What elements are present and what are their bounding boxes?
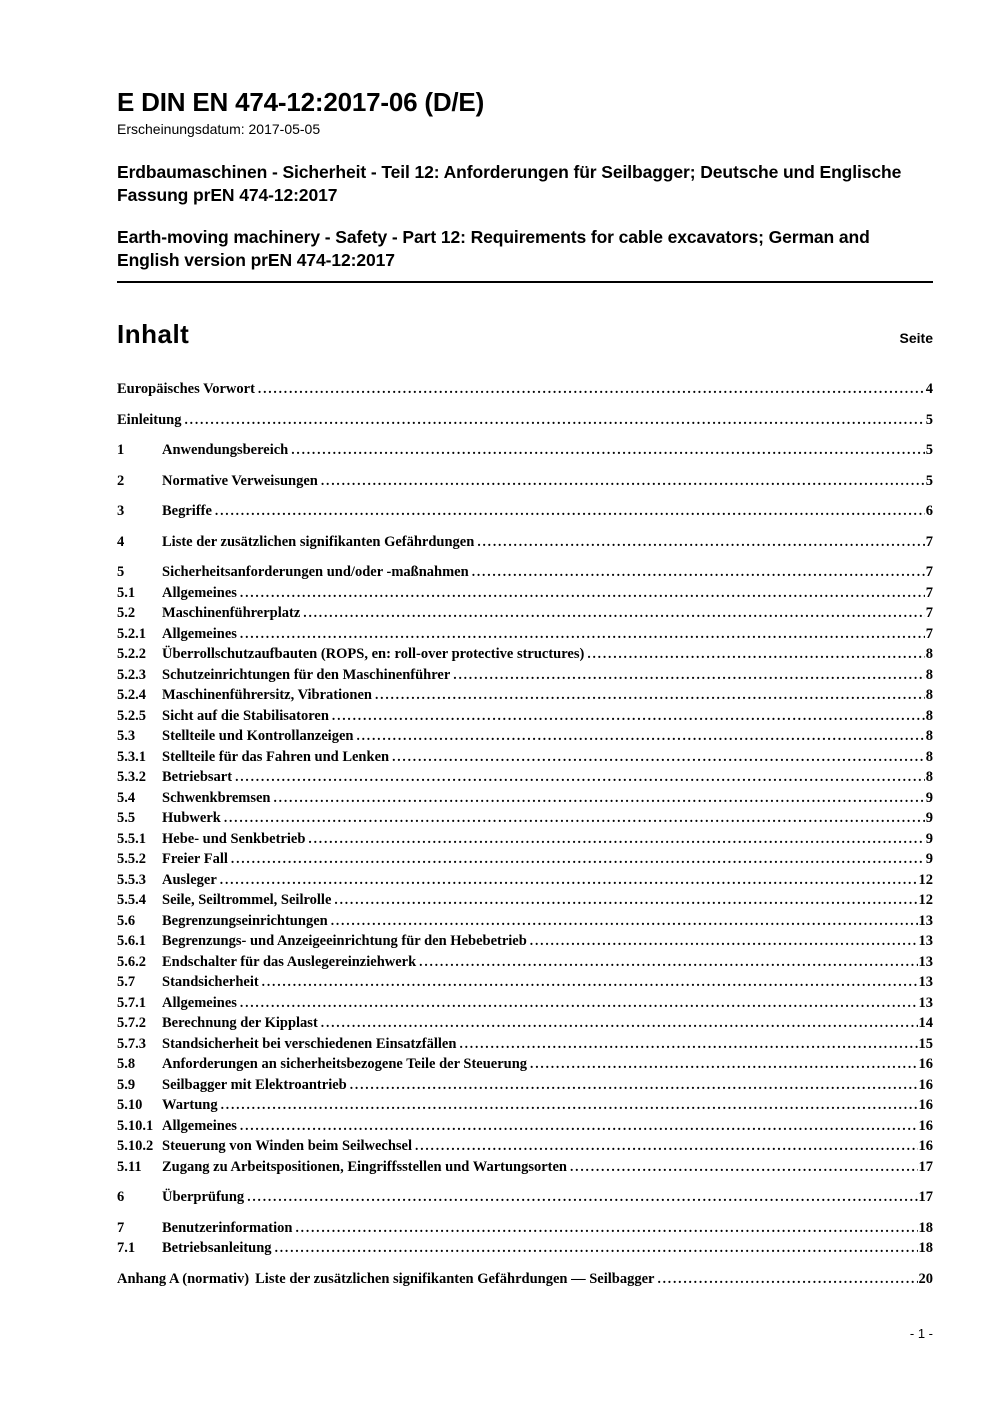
- toc-entry-page: 5: [925, 411, 933, 428]
- toc-leader-dots: [350, 1077, 918, 1094]
- toc-leader-dots: [459, 1036, 917, 1053]
- toc-entry: [117, 1118, 933, 1139]
- toc-leader-dots: [247, 1189, 917, 1206]
- toc-entry: [117, 1036, 933, 1057]
- toc-entry: [117, 810, 933, 831]
- toc-entry-number: 1: [117, 442, 125, 459]
- toc-entry-label: Ausleger: [162, 871, 217, 888]
- toc-entry-label: Berechnung der Kipplast: [162, 1015, 318, 1032]
- toc-entry-number: 5.6.1: [117, 933, 146, 950]
- toc-entry-label: Hebe- und Senkbetrieb: [162, 830, 306, 847]
- toc-entry-page: 9: [925, 789, 933, 806]
- toc-entry-page: 8: [925, 687, 933, 704]
- toc-entry-page: 8: [925, 707, 933, 724]
- toc-entry-page: 5: [925, 442, 933, 459]
- toc-entry: [117, 1240, 933, 1261]
- toc-entry-number: 5.5: [117, 810, 136, 827]
- toc-entry-number: 5.4: [117, 789, 136, 806]
- toc-leader-dots: [334, 892, 917, 909]
- toc-entry-page: 7: [925, 564, 933, 581]
- toc-list: [117, 381, 933, 1291]
- toc-entry-label: Schwenkbremsen: [162, 789, 271, 806]
- toc-leader-dots: [308, 831, 924, 848]
- toc-entry-label: Normative Verweisungen: [162, 472, 318, 489]
- toc-entry: [117, 1097, 933, 1118]
- toc-entry-number: Anhang A (normativ): [117, 1270, 250, 1287]
- toc-leader-dots: [587, 646, 924, 663]
- toc-entry: [117, 790, 933, 811]
- toc-leader-dots: [220, 872, 918, 889]
- toc-leader-dots: [453, 667, 924, 684]
- toc-entry-page: 17: [918, 1158, 933, 1175]
- toc-entry-number: 3: [117, 503, 125, 520]
- document-title-english: Earth-moving machinery - Safety - Part 12: Requirements for cable excavators; German and English version prEN 474-12:2017: [117, 227, 870, 271]
- toc-entry-number: 5.9: [117, 1076, 136, 1093]
- toc-leader-dots: [235, 769, 925, 786]
- toc-entry-number: 4: [117, 533, 125, 550]
- page-column-label: Seite: [899, 330, 933, 347]
- toc-leader-dots: [291, 442, 925, 459]
- toc-entry: [117, 872, 933, 893]
- toc-entry: [117, 995, 933, 1016]
- toc-entry-label: Maschinenführersitz, Vibrationen: [162, 687, 372, 704]
- toc-leader-dots: [184, 412, 924, 429]
- toc-entry-page: 4: [925, 381, 933, 398]
- toc-entry: [117, 473, 933, 494]
- toc-entry-page: 13: [918, 912, 933, 929]
- toc-entry: [117, 851, 933, 872]
- toc-entry-number: 5.1: [117, 584, 136, 601]
- toc-leader-dots: [657, 1271, 917, 1288]
- toc-entry-label: Benutzerinformation: [162, 1219, 293, 1236]
- toc-leader-dots: [332, 708, 925, 725]
- toc-entry-label: Begriffe: [162, 503, 212, 520]
- toc-entry: [117, 646, 933, 667]
- toc-entry-number: 7.1: [117, 1240, 136, 1257]
- toc-entry-page: 16: [918, 1056, 933, 1073]
- publication-date: Erscheinungsdatum: 2017-05-05: [117, 120, 321, 137]
- toc-entry: [117, 954, 933, 975]
- toc-entry-page: 6: [925, 503, 933, 520]
- toc-entry-label: Freier Fall: [162, 851, 228, 868]
- toc-entry-page: 16: [918, 1097, 933, 1114]
- toc-entry-label: Europäisches Vorwort: [117, 381, 255, 398]
- toc-entry-label: Sicherheitsanforderungen und/oder -maßnahmen: [162, 564, 469, 581]
- toc-entry-page: 17: [918, 1189, 933, 1206]
- toc-entry-number: 5.10: [117, 1097, 143, 1114]
- toc-entry-label: Anforderungen an sicherheitsbezogene Teile der Steuerung: [162, 1056, 528, 1073]
- toc-entry-label: Liste der zusätzlichen signifikanten Gefährdungen: [162, 533, 475, 550]
- toc-entry-page: 8: [925, 728, 933, 745]
- toc-entry: [117, 605, 933, 626]
- toc-entry: [117, 1077, 933, 1098]
- toc-leader-dots: [321, 1015, 918, 1032]
- toc-entry-page: 18: [918, 1219, 933, 1236]
- toc-entry-page: 16: [918, 1076, 933, 1093]
- toc-leader-dots: [303, 605, 924, 622]
- toc-header: [117, 319, 933, 350]
- toc-entry: [117, 667, 933, 688]
- toc-entry-page: 7: [925, 625, 933, 642]
- toc-leader-dots: [375, 687, 925, 704]
- toc-entry-page: 13: [918, 933, 933, 950]
- toc-entry-number: 5.2.3: [117, 666, 146, 683]
- toc-entry-page: 8: [925, 769, 933, 786]
- toc-entry-number: 5.3.2: [117, 769, 146, 786]
- toc-entry-label: Standsicherheit bei verschiedenen Einsatzfällen: [162, 1035, 457, 1052]
- toc-entry-page: 18: [918, 1240, 933, 1257]
- toc-entry-page: 16: [918, 1138, 933, 1155]
- header-divider: [117, 281, 933, 283]
- toc-entry-number: 5.8: [117, 1056, 136, 1073]
- toc-entry: [117, 933, 933, 954]
- toc-entry-number: 6: [117, 1189, 125, 1206]
- toc-leader-dots: [530, 933, 918, 950]
- toc-entry-label: Steuerung von Winden beim Seilwechsel: [162, 1138, 413, 1155]
- toc-leader-dots: [392, 749, 925, 766]
- toc-leader-dots: [231, 851, 925, 868]
- toc-leader-dots: [415, 1138, 917, 1155]
- toc-entry-number: 5.5.3: [117, 871, 146, 888]
- toc-entry-page: 13: [918, 953, 933, 970]
- toc-entry: [117, 1056, 933, 1077]
- toc-entry-label: Betriebsart: [162, 769, 233, 786]
- toc-leader-dots: [321, 473, 925, 490]
- toc-entry-label: Schutzeinrichtungen für den Maschinenführer: [162, 666, 451, 683]
- toc-entry-number: 5.10.2: [117, 1138, 154, 1155]
- toc-entry: [117, 626, 933, 647]
- toc-entry: [117, 1159, 933, 1180]
- toc-entry: [117, 564, 933, 585]
- toc-leader-dots: [275, 1240, 918, 1257]
- toc-entry-label: Stellteile für das Fahren und Lenken: [162, 748, 390, 765]
- toc-leader-dots: [356, 728, 924, 745]
- toc-entry-page: 7: [925, 584, 933, 601]
- toc-leader-dots: [240, 585, 925, 602]
- toc-entry-page: 13: [918, 974, 933, 991]
- toc-entry: [117, 769, 933, 790]
- toc-leader-dots: [262, 974, 918, 991]
- toc-entry-number: 5.2.2: [117, 646, 146, 663]
- toc-leader-dots: [221, 1097, 918, 1114]
- toc-entry-label: Allgemeines: [162, 994, 237, 1011]
- toc-entry-number: 5.7.3: [117, 1035, 146, 1052]
- toc-entry-number: 5: [117, 564, 125, 581]
- toc-entry-number: 5.2.4: [117, 687, 146, 704]
- toc-entry-number: 5.7.2: [117, 1015, 146, 1032]
- toc-entry-label: Begrenzungseinrichtungen: [162, 912, 328, 929]
- toc-leader-dots: [224, 810, 925, 827]
- toc-entry-number: 5.11: [117, 1158, 142, 1175]
- toc-entry-label: Liste der zusätzlichen signifikanten Gefährdungen — Seilbagger: [255, 1270, 655, 1287]
- toc-entry-label: Endschalter für das Auslegereinziehwerk: [162, 953, 417, 970]
- toc-entry-number: 5.5.1: [117, 830, 146, 847]
- toc-leader-dots: [331, 913, 918, 930]
- toc-entry-page: 12: [918, 892, 933, 909]
- toc-entry-label: Allgemeines: [162, 1117, 237, 1134]
- toc-leader-dots: [240, 995, 918, 1012]
- toc-entry: [117, 749, 933, 770]
- toc-entry-page: 14: [918, 1015, 933, 1032]
- toc-leader-dots: [240, 1118, 918, 1135]
- toc-leader-dots: [477, 534, 924, 551]
- document-title-german: Erdbaumaschinen - Sicherheit - Teil 12: Anforderungen für Seilbagger; Deutsche und Englische Fassung prEN 474-12:2017: [117, 162, 902, 206]
- toc-entry-page: 7: [925, 605, 933, 622]
- toc-entry-number: 5.10.1: [117, 1117, 154, 1134]
- toc-entry-page: 20: [918, 1270, 933, 1287]
- toc-leader-dots: [215, 503, 925, 520]
- toc-entry-page: 13: [918, 994, 933, 1011]
- toc-entry-number: 5.5.2: [117, 851, 146, 868]
- toc-entry-label: Überprüfung: [162, 1189, 245, 1206]
- toc-entry-label: Wartung: [162, 1097, 218, 1114]
- toc-entry: [117, 1220, 933, 1241]
- toc-entry-page: 15: [918, 1035, 933, 1052]
- toc-entry-label: Allgemeines: [162, 625, 237, 642]
- toc-entry-number: 5.6.2: [117, 953, 146, 970]
- toc-entry-page: 12: [918, 871, 933, 888]
- toc-entry-page: 8: [925, 666, 933, 683]
- toc-entry-label: Einleitung: [117, 411, 182, 428]
- toc-entry-label: Überrollschutzaufbauten (ROPS, en: roll-over protective structures): [162, 646, 585, 663]
- toc-entry-number: 5.2.1: [117, 625, 146, 642]
- toc-leader-dots: [419, 954, 917, 971]
- toc-leader-dots: [258, 381, 925, 398]
- toc-entry-label: Begrenzungs- und Anzeigeeinrichtung für den Hebebetrieb: [162, 933, 527, 950]
- toc-entry: [117, 412, 933, 433]
- toc-entry-label: Seile, Seiltrommel, Seilrolle: [162, 892, 332, 909]
- toc-entry-label: Anwendungsbereich: [162, 442, 289, 459]
- toc-entry: [117, 974, 933, 995]
- toc-entry-number: 5.5.4: [117, 892, 146, 909]
- toc-entry-label: Betriebsanleitung: [162, 1240, 272, 1257]
- toc-entry-number: 5.7.1: [117, 994, 146, 1011]
- toc-entry-number: 5.2: [117, 605, 136, 622]
- toc-entry: [117, 1138, 933, 1159]
- toc-entry-number: 7: [117, 1219, 125, 1236]
- toc-entry-page: 16: [918, 1117, 933, 1134]
- toc-entry-label: Allgemeines: [162, 584, 237, 601]
- footer-page-number: - 1 -: [909, 1326, 933, 1341]
- toc-heading: Inhalt: [117, 319, 190, 350]
- toc-leader-dots: [274, 790, 925, 807]
- toc-entry: [117, 503, 933, 524]
- toc-entry: [117, 728, 933, 749]
- toc-entry: [117, 892, 933, 913]
- toc-entry: [117, 1015, 933, 1036]
- toc-leader-dots: [472, 564, 925, 581]
- toc-entry-number: 5.2.5: [117, 707, 146, 724]
- toc-entry: [117, 831, 933, 852]
- toc-entry-number: 5.3.1: [117, 748, 146, 765]
- toc-entry: [117, 1271, 933, 1292]
- toc-entry-label: Standsicherheit: [162, 974, 259, 991]
- toc-entry-label: Maschinenführerplatz: [162, 605, 301, 622]
- toc-entry-page: 8: [925, 646, 933, 663]
- toc-entry-number: 5.6: [117, 912, 136, 929]
- toc-entry-label: Zugang zu Arbeitspositionen, Eingriffsstellen und Wartungsorten: [162, 1158, 567, 1175]
- toc-leader-dots: [295, 1220, 917, 1237]
- toc-entry-page: 9: [925, 810, 933, 827]
- toc-entry-page: 5: [925, 472, 933, 489]
- toc-entry-page: 9: [925, 851, 933, 868]
- toc-entry: [117, 913, 933, 934]
- toc-leader-dots: [240, 626, 925, 643]
- toc-entry-label: Seilbagger mit Elektroantrieb: [162, 1076, 347, 1093]
- toc-entry: [117, 442, 933, 463]
- toc-entry: [117, 687, 933, 708]
- toc-entry: [117, 381, 933, 402]
- toc-entry-number: 5.7: [117, 974, 136, 991]
- toc-entry: [117, 708, 933, 729]
- document-number: E DIN EN 474-12:2017-06 (D/E): [117, 87, 485, 117]
- toc-entry: [117, 1189, 933, 1210]
- toc-entry-label: Stellteile und Kontrollanzeigen: [162, 728, 354, 745]
- toc-entry-label: Hubwerk: [162, 810, 221, 827]
- toc-entry-page: 9: [925, 830, 933, 847]
- toc-leader-dots: [570, 1159, 918, 1176]
- toc-entry-page: 7: [925, 533, 933, 550]
- toc-entry-label: Sicht auf die Stabilisatoren: [162, 707, 329, 724]
- toc-entry-number: 2: [117, 472, 125, 489]
- toc-leader-dots: [530, 1056, 917, 1073]
- toc-entry: [117, 534, 933, 555]
- toc-entry-number: 5.3: [117, 728, 136, 745]
- toc-entry: [117, 585, 933, 606]
- toc-entry-page: 8: [925, 748, 933, 765]
